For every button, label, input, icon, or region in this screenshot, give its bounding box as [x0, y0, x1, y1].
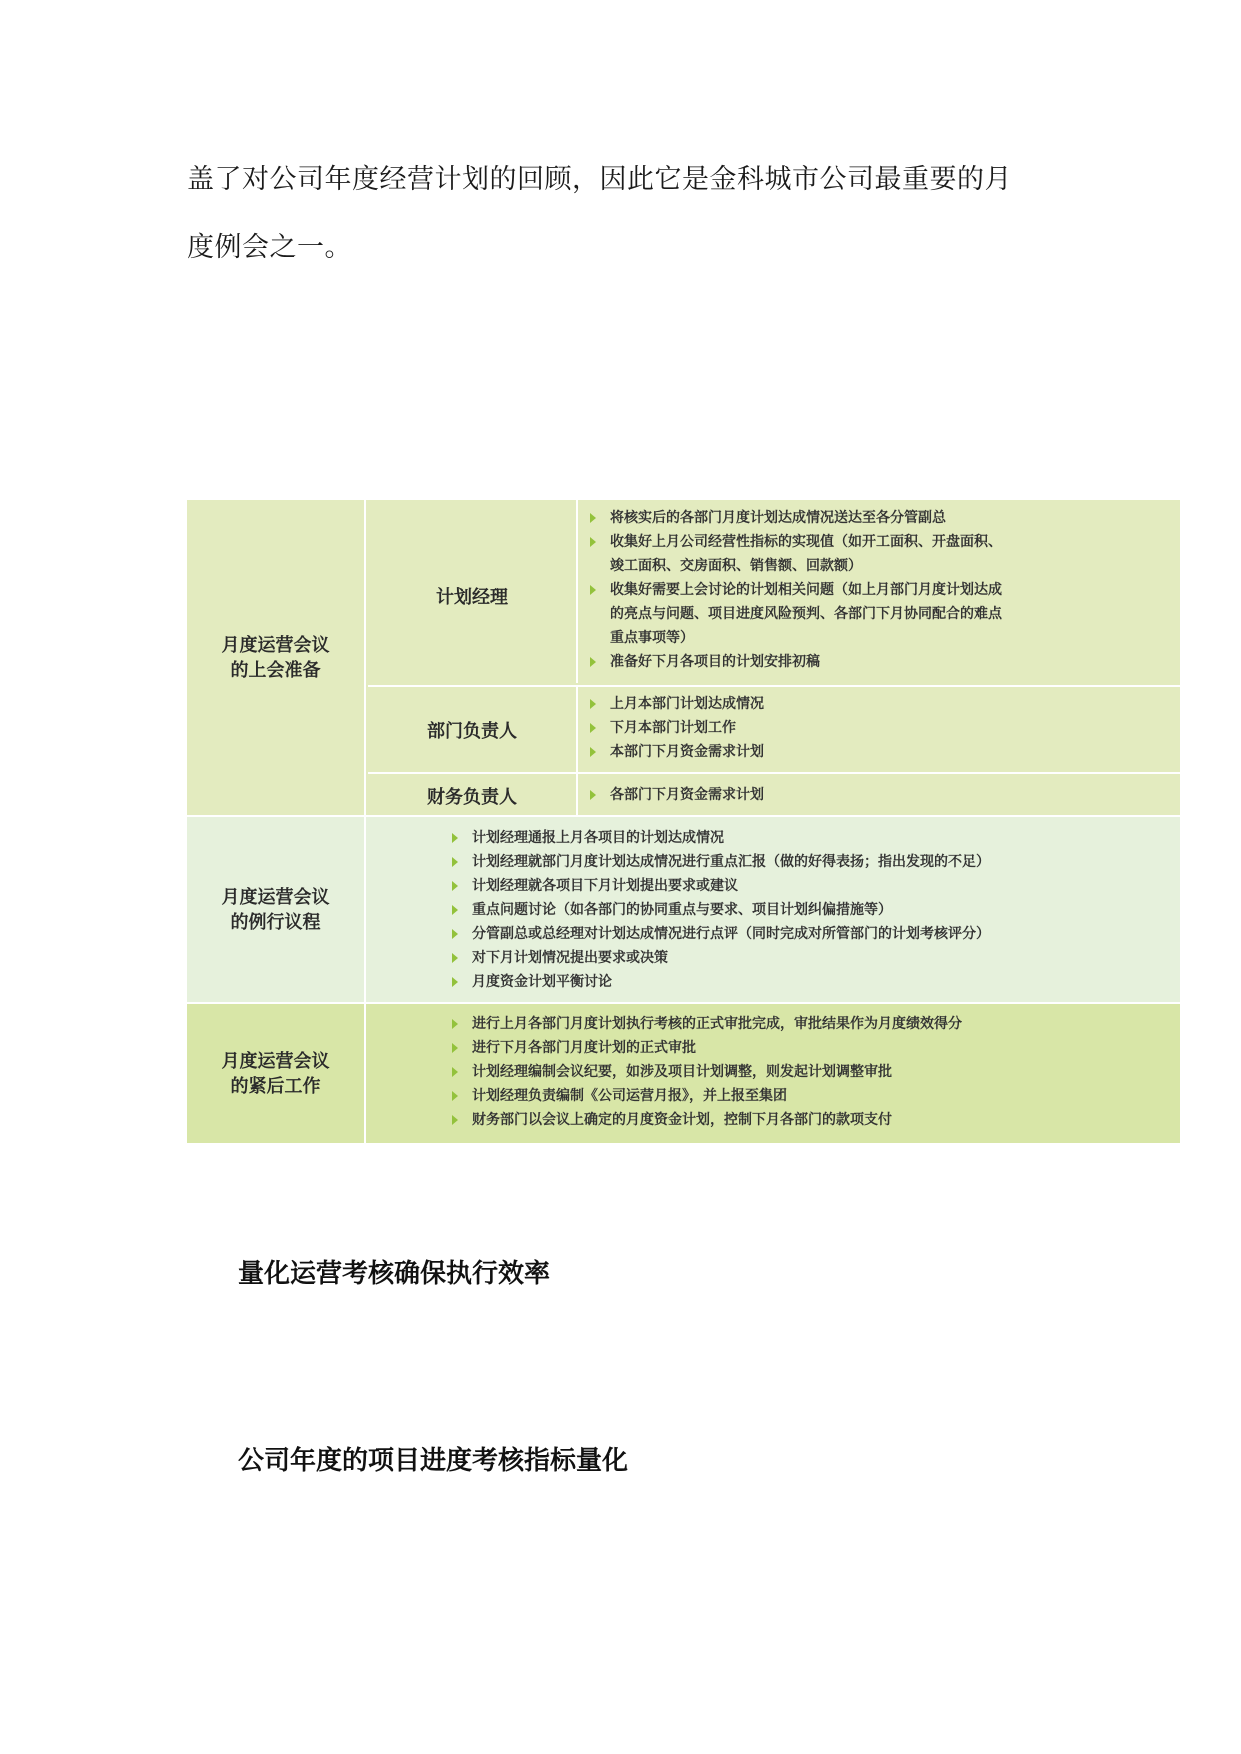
section-label	[187, 817, 366, 1002]
role-item-list	[580, 692, 1180, 764]
section-label	[187, 1004, 366, 1143]
section-label-line1: 月度运营会议	[221, 886, 330, 908]
list-item: 收集好需要上会讨论的计划相关问题（如上月部门月度计划达成	[580, 578, 1180, 602]
section-label-line1: 月度运营会议	[221, 1050, 330, 1072]
list-item: 准备好下月各项目的计划安排初稿	[580, 650, 1180, 674]
list-item: 计划经理编制会议纪要，如涉及项目计划调整，则发起计划调整审批	[442, 1060, 962, 1084]
list-item: 计划经理负责编制《公司运营月报》，并上报至集团	[442, 1084, 962, 1108]
role-item-list	[580, 783, 1180, 807]
role-row-department-head	[368, 685, 1180, 772]
role-name: 部门负责人	[368, 687, 578, 772]
section-label-line2: 的紧后工作	[230, 1075, 321, 1097]
role-name: 财务负责人	[368, 774, 578, 817]
list-item: 重点问题讨论（如各部门的协同重点与要求、项目计划纠偏措施等）	[442, 898, 990, 922]
section-label-line2: 的上会准备	[230, 659, 321, 681]
paragraph-line-2: 度例会之一。	[187, 232, 352, 263]
section-label-line2: 的例行议程	[230, 911, 321, 933]
list-item: 下月本部门计划工作	[580, 716, 1180, 740]
paragraph-line-1: 盖了对公司年度经营计划的回顾，因此它是金科城市公司最重要的月	[187, 164, 1012, 195]
section-agenda	[187, 817, 1180, 1002]
role-name: 计划经理	[368, 500, 578, 683]
list-item: 分管副总或总经理对计划达成情况进行点评（同时完成对所管部门的计划考核评分）	[442, 922, 990, 946]
list-item: 收集好上月公司经营性指标的实现值（如开工面积、开盘面积、	[580, 530, 1180, 554]
role-row-finance-head	[368, 772, 1180, 817]
role-item-list	[580, 506, 1180, 674]
list-item: 进行上月各部门月度计划执行考核的正式审批完成，审批结果作为月度绩效得分	[442, 1012, 962, 1036]
section-label-line1: 月度运营会议	[221, 634, 330, 656]
section-item-list	[442, 1012, 962, 1132]
section-follow-up	[187, 1004, 1180, 1143]
list-item: 上月本部门计划达成情况	[580, 692, 1180, 716]
list-item: 计划经理就部门月度计划达成情况进行重点汇报（做的好得表扬；指出发现的不足）	[442, 850, 990, 874]
list-item: 各部门下月资金需求计划	[580, 783, 1180, 807]
section-heading-1: 量化运营考核确保执行效率	[238, 1259, 551, 1289]
section-heading-2: 公司年度的项目进度考核指标量化	[238, 1446, 629, 1476]
list-item: 财务部门以会议上确定的月度资金计划，控制下月各部门的款项支付	[442, 1108, 962, 1132]
list-item-continuation: 竣工面积、交房面积、销售额、回款额）	[610, 558, 862, 574]
section-item-list	[442, 826, 990, 994]
list-item-continuation: 重点事项等）	[610, 630, 694, 646]
list-item: 本部门下月资金需求计划	[580, 740, 1180, 764]
list-item: 对下月计划情况提出要求或决策	[442, 946, 990, 970]
section-label	[187, 500, 366, 815]
list-item: 将核实后的各部门月度计划达成情况送达至各分管副总	[580, 506, 1180, 530]
list-item: 计划经理通报上月各项目的计划达成情况	[442, 826, 990, 850]
list-item: 月度资金计划平衡讨论	[442, 970, 990, 994]
list-item-continuation: 的亮点与问题、项目进度风险预判、各部门下月协同配合的难点	[610, 606, 1002, 622]
meeting-process-table	[187, 500, 1180, 1143]
section-preparation	[187, 500, 1180, 815]
list-item: 进行下月各部门月度计划的正式审批	[442, 1036, 962, 1060]
list-item: 计划经理就各项目下月计划提出要求或建议	[442, 874, 990, 898]
role-row-plan-manager	[368, 500, 1180, 683]
